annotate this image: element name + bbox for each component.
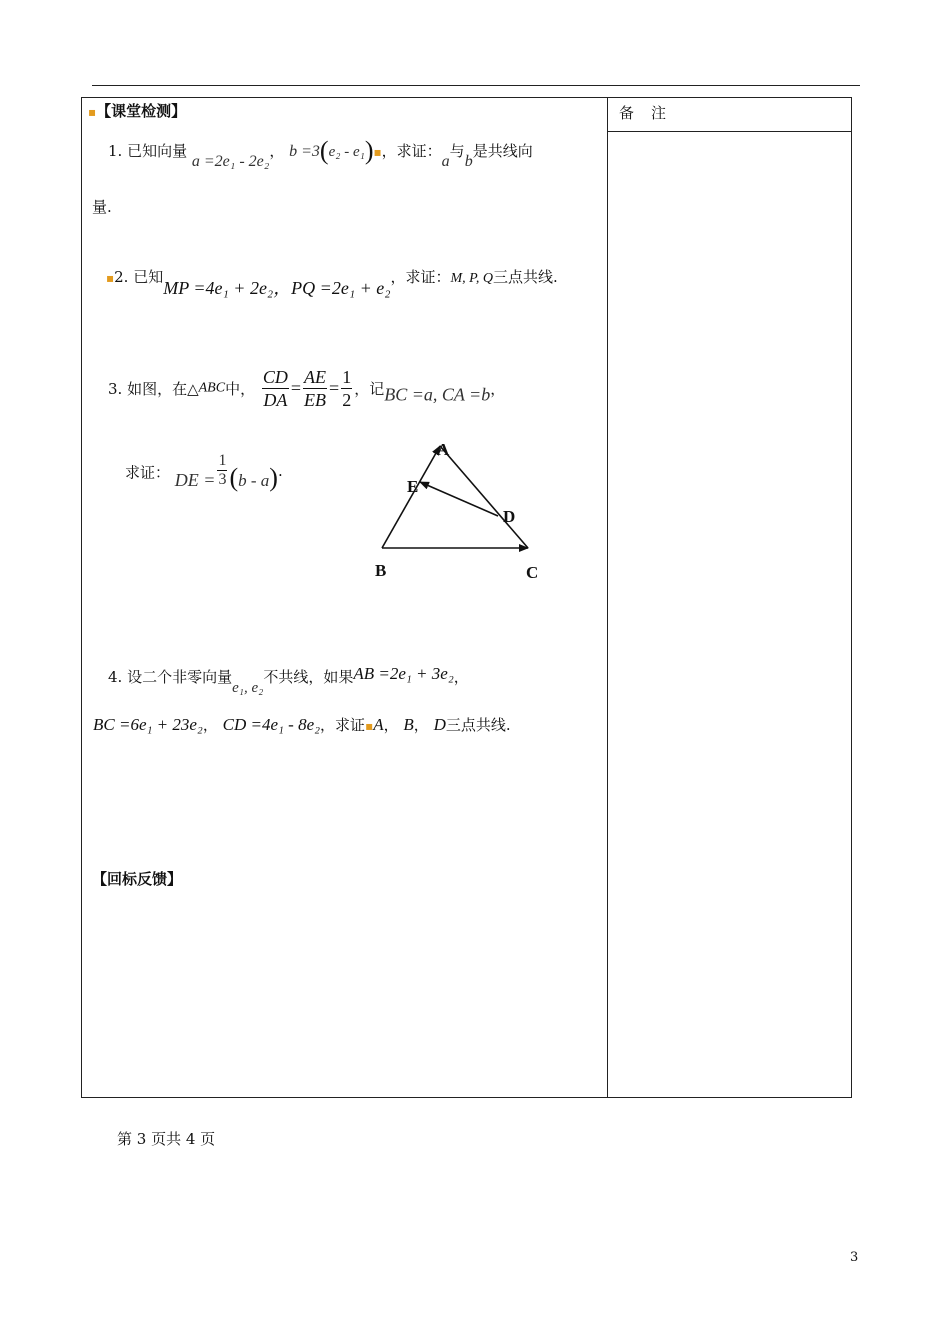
question-3: 3. 如图，在△ABC中， $\frac{CD}{DA}$ = $\frac{AE}{EB}$ = $\frac{1}{2}$ ，记BC =a, CA =b， (108, 367, 506, 410)
page-footer: 第 3 页共 4 页 (117, 1130, 216, 1148)
label-e: E (407, 477, 419, 496)
notes-header: 备 注 (619, 104, 668, 122)
fraction-one-half: $\frac{1}{2}$ (342, 367, 352, 410)
question-4-continued: BC =6e₁ + 23e₂， CD =4e₁ - 8e₂，求证▪A， B， D三点共线. (93, 715, 511, 734)
label-d: D (503, 507, 516, 526)
label-a: A (437, 440, 450, 459)
fraction-cd-da: $\frac{CD}{DA}$ (262, 367, 288, 410)
fraction-ae-eb: $\frac{AE}{EB}$ (304, 367, 327, 410)
question-1: 1. 已知向量 a =2e₁ - 2e₂， b =3(e₂ - e₁)▪，求证：a与b是共线向 (108, 136, 533, 170)
top-rule (92, 85, 860, 86)
question-3-proof: 求证： DE = $\frac{1}{3}$ (b - a). (125, 452, 283, 492)
fraction-one-third: $\frac{1}{3}$ (218, 452, 227, 488)
notes-column-divider (607, 97, 608, 1098)
label-b: B (375, 561, 387, 580)
notes-header-divider (607, 131, 852, 132)
page-number: 3 (850, 1250, 859, 1265)
question-2: ▪2. 已知MP =4e₁ + 2e₂，PQ =2e₁ + e₂，求证：M, P, Q三点共线. (106, 268, 558, 298)
question-4: 4. 设二个非零向量e₁, e₂不共线，如果AB =2e₁ + 3e₂， (108, 664, 469, 696)
worksheet-table (81, 97, 852, 1098)
anchor-mark-icon: ▪ (88, 105, 97, 119)
question-1-continued: 量. (92, 198, 112, 216)
label-c: C (526, 563, 539, 582)
section-title-feedback: 【回标反馈】 (92, 870, 183, 888)
segment-ba (382, 446, 440, 548)
section-title-class-check: ▪【课堂检测】 (88, 102, 187, 120)
